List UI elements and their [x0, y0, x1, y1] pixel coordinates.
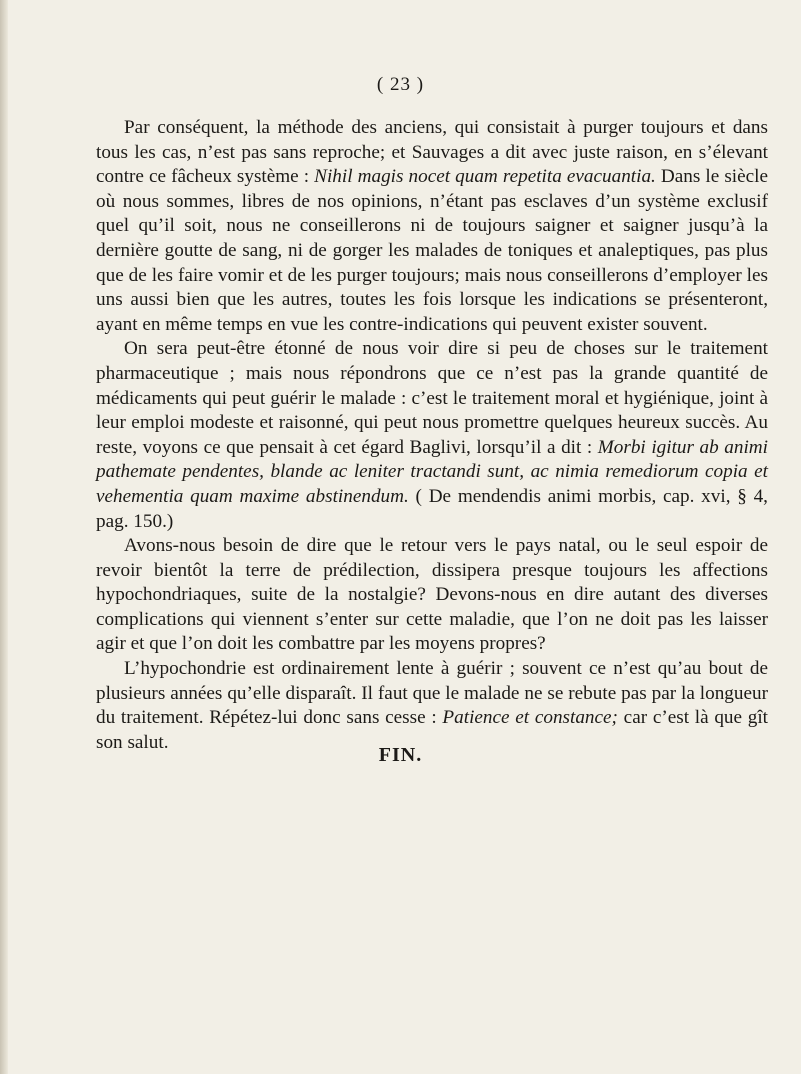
page-edge: [0, 0, 8, 1074]
paragraph-2: [96, 337, 768, 534]
paragraph-1-segment: Par conséquent, la méthode des anciens, qui consistait à purger toujours et dans tous les cas, n’est pas sans reproche; et Sauvages a dit avec juste raison, en s’élevant contre ce fâcheux système :: [96, 117, 768, 188]
latin-quote-sauvages: Nihil magis nocet quam repetita evacuantia.: [314, 166, 656, 188]
closing-word: FIN.: [378, 744, 423, 766]
paragraph-1: [96, 116, 768, 337]
citation: ( De mendendis animi morbis, cap. xvi, § 4, pag. 150.): [96, 485, 768, 532]
paragraph-1-segment: Dans le siècle où nous sommes, libres de nos opinions, n’étant pas esclaves d’un système exclusif quel qu’il soit, nous ne conseillerons ni de toujours saigner et saigner jusqu’à la dernière goutte de sang, ni de gorger les malades de toniques et analeptiques, pas plus que de les faire vomir et de les purger toujours; mais nous conseillerons d’employer les uns aussi bien que les autres, toutes les fois lorsque les indications se présenteront, ayant en même temps en vue les contre-indications qui peuvent exister souvent.: [96, 166, 769, 335]
motto: Patience et constance;: [442, 707, 618, 729]
paragraph-4: [96, 657, 768, 755]
paragraph-3-segment: Avons-nous besoin de dire que le retour vers le pays natal, ou le seul espoir de revoir bientôt la terre de prédilection, dissipera presque toujours les affections hypochondriaques, suite de la nostalgie? Devons-nous en dire autant des diverses complications qui viennent s’enter sur cette maladie, que l’on ne doit pas les laisser agir et que l’on doit les combattre par les moyens propres?: [96, 535, 768, 655]
paragraph-4-segment: L’hypochondrie est ordinairement lente à guérir ; souvent ce n’est qu’au bout de plusieurs années qu’elle disparaît. Il faut que le malade ne se rebute pas par la longueur du traitement. Répétez-lui donc sans cesse :: [96, 658, 768, 729]
body-text: [96, 116, 768, 755]
paragraph-2-segment: On sera peut-être étonné de nous voir dire si peu de choses sur le traitement pharmaceutique ; mais nous répondrons que ce n’est pas la grande quantité de médicaments qui peut guérir le malade : c’est le traitement moral et hygiénique, joint à leur emploi modeste et raisonné, qui peut nous promettre quelques heureux succès. Au reste, voyons ce que pensait à cet égard Baglivi, lorsqu’il a dit :: [96, 338, 768, 458]
latin-quote-baglivi: Morbi igitur ab animi pathemate pendentes, blande ac leniter tractandi sunt, ac nimia remediorum copia et vehementia quam maxime abstinendum.: [96, 436, 768, 507]
paragraph-4-segment: car c’est là que gît son salut.: [96, 707, 769, 753]
paragraph-3: [96, 534, 768, 657]
page-number: ( 23 ): [376, 74, 425, 95]
